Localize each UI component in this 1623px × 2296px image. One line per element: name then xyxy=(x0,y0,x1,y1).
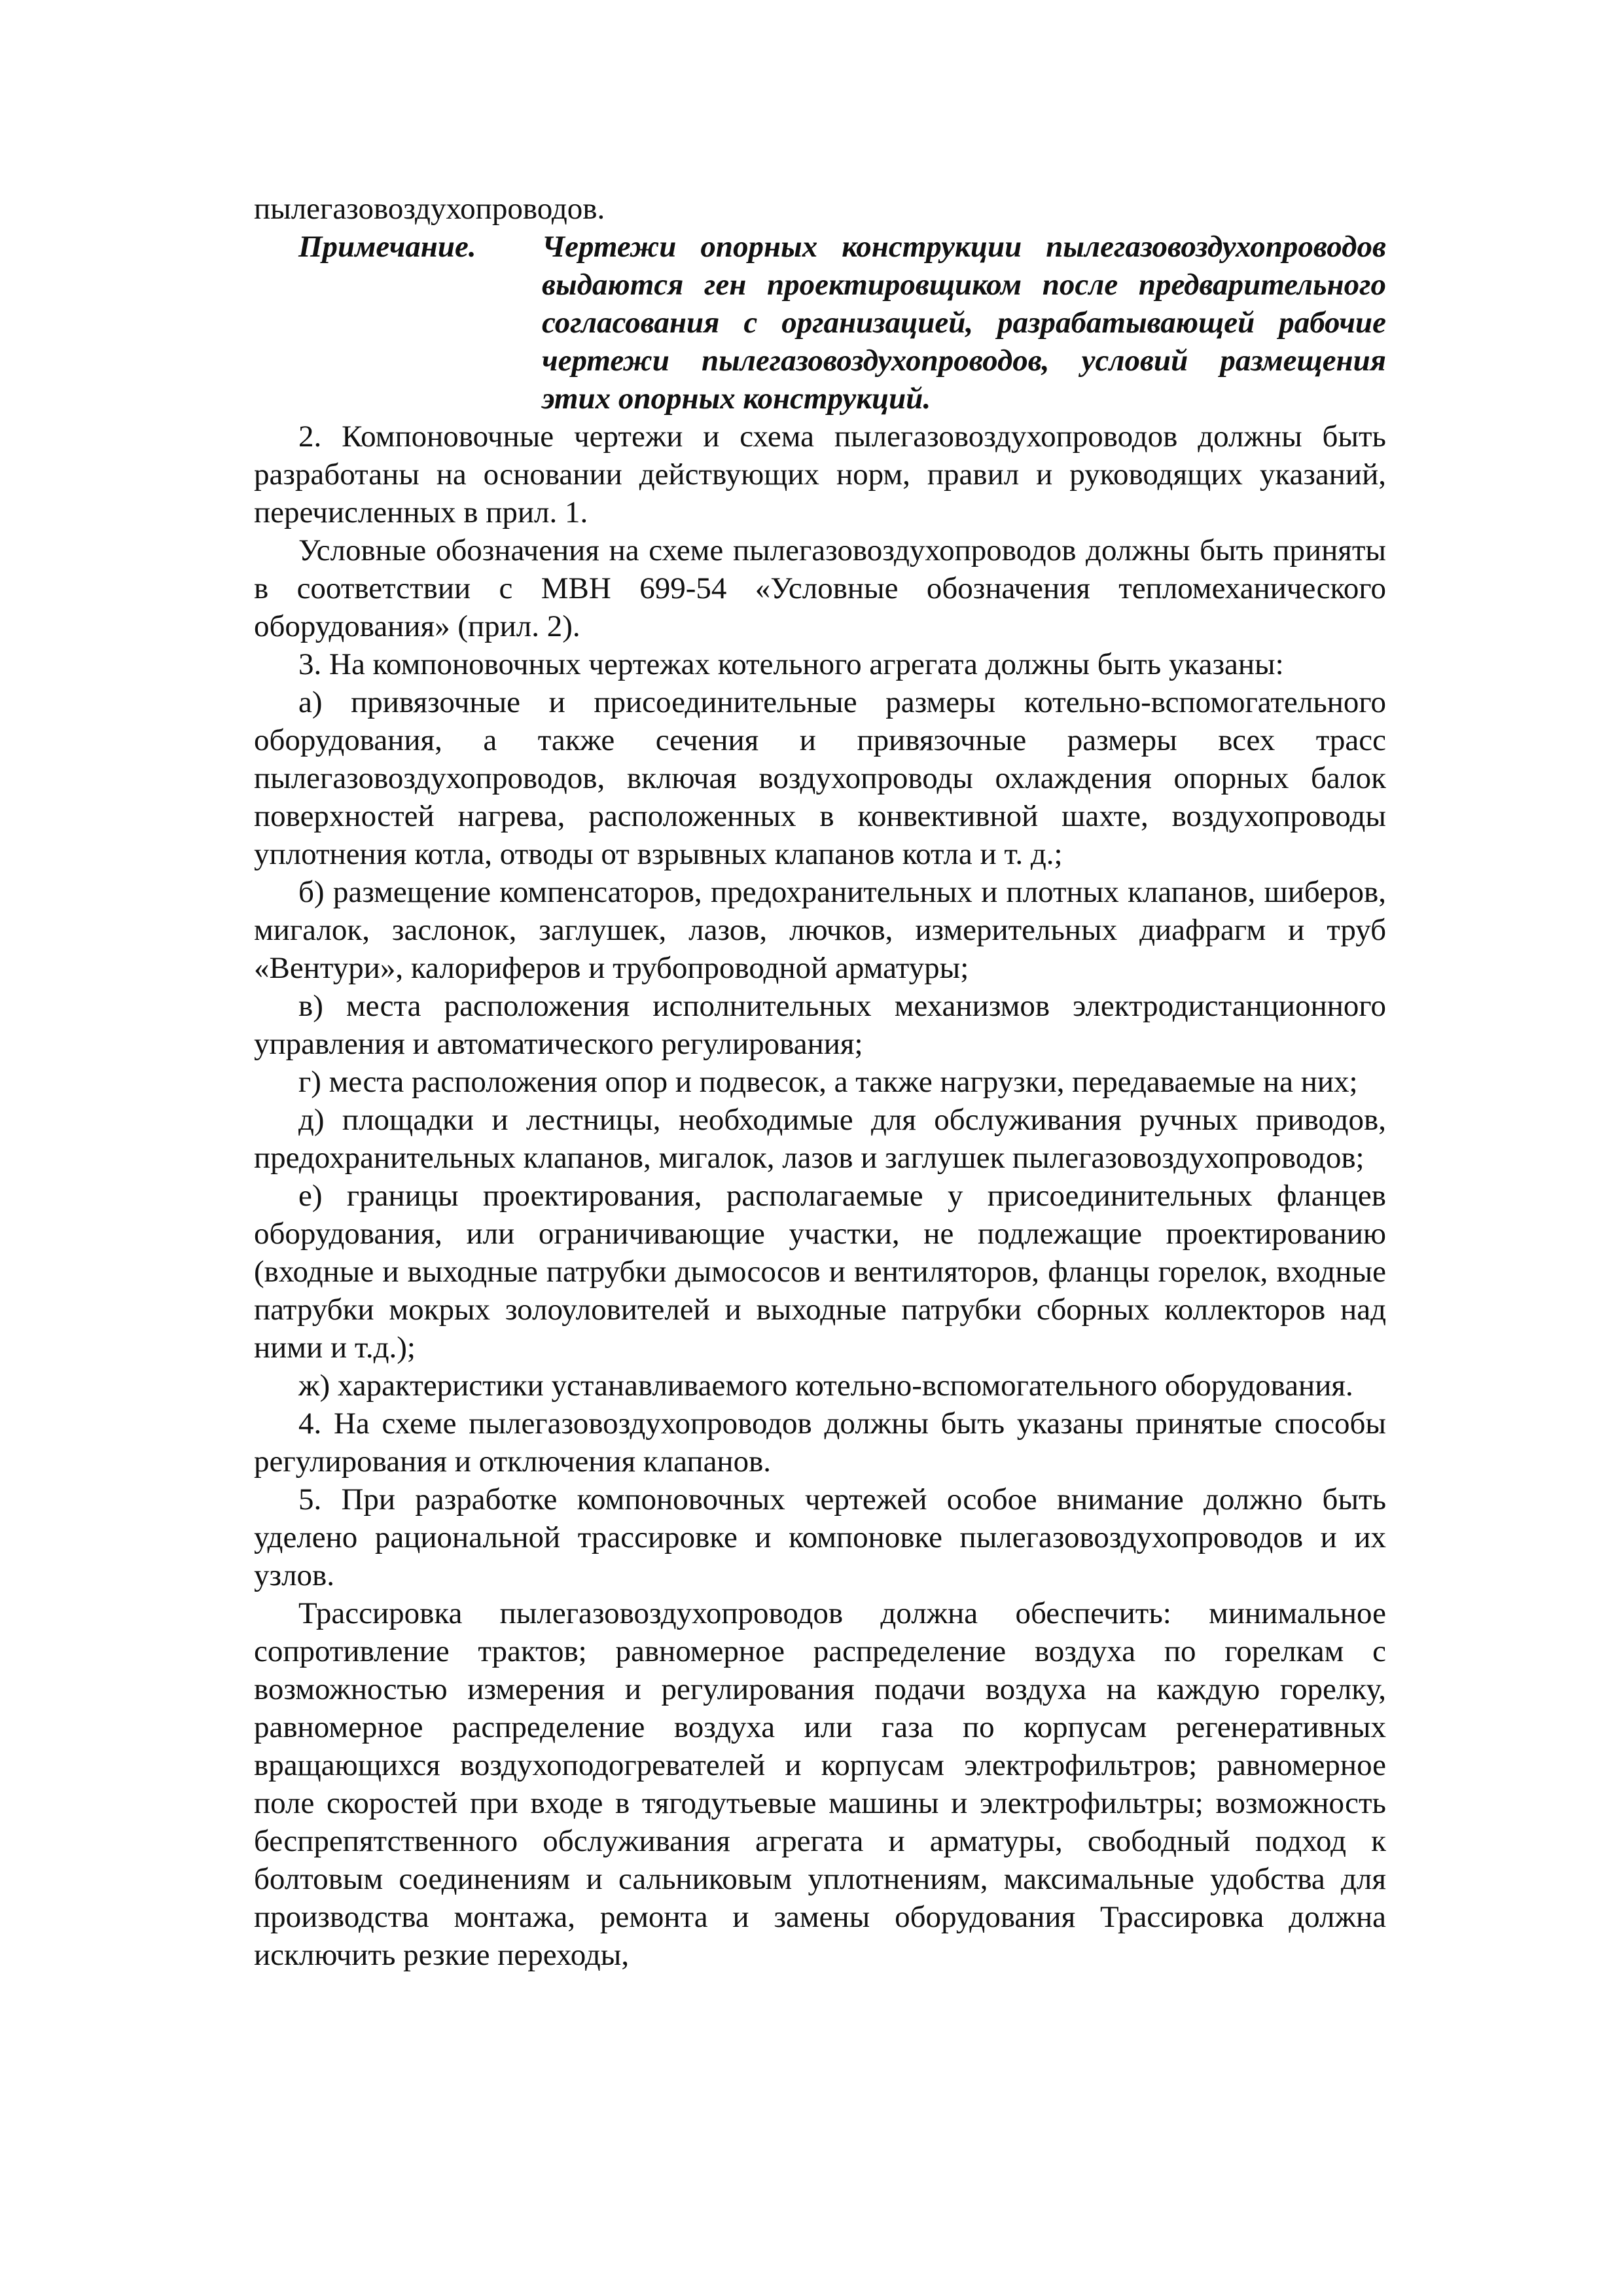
paragraph-3-intro: 3. На компоновочных чертежах котельного агрегата должны быть указаны: xyxy=(298,647,1284,681)
paragraph-routing: Трассировка пылегазовоздухопроводов должна обеспечить: минимальное сопротивление трактов; равномерное распределение воздуха по горелкам с возможностью измерения и регулирования подачи воздуха на каждую горелку, равномерное распределение воздуха или газа по корпусам регенеративных вращающихся воздухоподогревателей и корпусам электрофильтров; равномерное поле скоростей при входе в тягодутьевые машины и электрофильтры; возможность беспрепятственного обслуживания агрегата и арматуры, свободный подход к болтовым соединениям и сальниковым уплотнениям, максимальные удобства для производства монтажа, ремонта и замены оборудования Трассировка должна исключить резкие переходы, xyxy=(254,1596,1386,1972)
paragraph-2-drawings-norms: 2. Компоновочные чертежи и схема пылегазовоздухопроводов должны быть разработаны на основании действующих норм, правил и руководящих указаний, перечисленных в прил. 1. xyxy=(254,420,1386,529)
list-item-v: в) места расположения исполнительных механизмов электродистанционного управления и автоматического регулирования; xyxy=(254,989,1386,1061)
note-label: Примечание. xyxy=(298,230,476,264)
list-item-a: а) привязочные и присоединительные размеры котельно-вспомогательного оборудования, а также сечения и привязочные размеры всех трасс пылегазовоздухопроводов, включая воздухопроводы охлаждения опорных балок поверхностей нагрева, расположенных в конвективной шахте, воздухопроводы уплотнения котла, отводы от взрывных клапанов котла и т. д.; xyxy=(254,685,1386,871)
document-page xyxy=(254,190,1386,1974)
paragraph-symbols: Условные обозначения на схеме пылегазовоздухопроводов должны быть приняты в соответствии с МВН 699-54 «Условные обозначения тепломеханического оборудования» (прил. 2). xyxy=(254,533,1386,643)
paragraph-5-layout: 5. При разработке компоновочных чертежей особое внимание должно быть уделено рациональной трассировке и компоновке пылегазовоздухопроводов и их узлов. xyxy=(254,1482,1386,1592)
note-text: Чертежи опорных конструкции пылегазовоздухопроводов выдаются ген проектировщиком после предварительного согласования с организацией, разрабатывающей рабочие чертежи пылегазовоздухопроводов, условий размещения этих опорных конструкций. xyxy=(542,230,1386,416)
list-item-b: б) размещение компенсаторов, предохранительных и плотных клапанов, шиберов, мигалок, заслонок, заглушек, лазов, лючков, измерительных диафрагм и труб «Вентури», калориферов и трубопроводной арматуры; xyxy=(254,875,1386,985)
list-item-g: г) места расположения опор и подвесок, а также нагрузки, передаваемые на них; xyxy=(298,1065,1358,1099)
list-item-d: д) площадки и лестницы, необходимые для обслуживания ручных приводов, предохранительных клапанов, мигалок, лазов и заглушек пылегазовоздухопроводов; xyxy=(254,1103,1386,1175)
list-item-e: е) границы проектирования, располагаемые у присоединительных фланцев оборудования, или ограничивающие участки, не подлежащие проектированию (входные и выходные патрубки дымососов и вентиляторов, фланцы горелок, входные патрубки мокрых золоуловителей и выходные патрубки сборных коллекторов над ними и т.д.); xyxy=(254,1179,1386,1365)
paragraph-4-scheme: 4. На схеме пылегазовоздухопроводов должны быть указаны принятые способы регулирования и отключения клапанов. xyxy=(254,1407,1386,1479)
paragraph-continuation: пылегазовоздухопроводов. xyxy=(254,192,605,226)
note-block xyxy=(254,228,1386,418)
list-item-zh: ж) характеристики устанавливаемого котельно-вспомогательного оборудования. xyxy=(298,1369,1353,1403)
